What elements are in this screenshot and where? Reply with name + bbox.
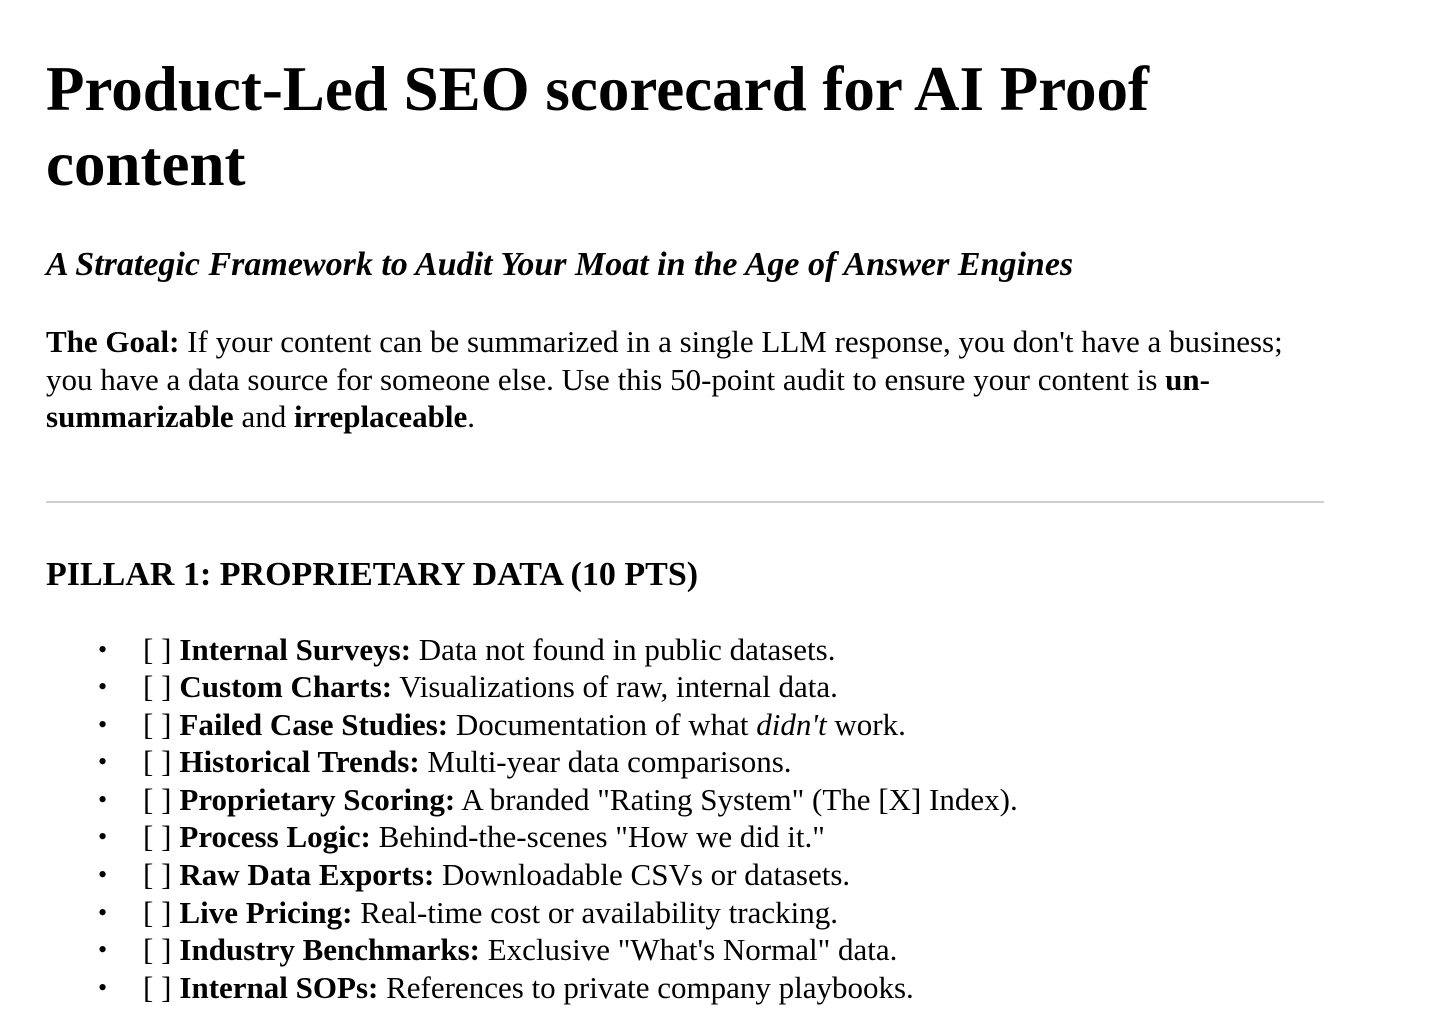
goal-paragraph — [46, 323, 1336, 436]
bullet-icon: • — [98, 784, 108, 814]
item-text: Multi-year data comparisons. — [419, 744, 792, 780]
item-label: Raw Data Exports: — [179, 857, 435, 893]
item-text: Behind-the-scenes "How we did it." — [370, 819, 825, 855]
goal-bold-unsummarizable: un-summarizable — [46, 361, 1210, 434]
pillar-1-heading: PILLAR 1: PROPRIETARY DATA (10 PTS) — [46, 555, 699, 593]
checklist-item — [46, 931, 1336, 969]
checklist-item — [46, 894, 1336, 932]
checklist-item — [46, 706, 1336, 744]
goal-text-3: . — [467, 399, 476, 434]
checkbox-placeholder: [ ] — [143, 744, 172, 780]
bullet-icon: • — [98, 709, 108, 739]
checkbox-placeholder: [ ] — [143, 969, 172, 1005]
subtitle-text: A Strategic Framework to Audit Your Moat in the Age of Answer Engines — [46, 246, 1074, 283]
checklist-item — [46, 818, 1336, 856]
item-label: Internal SOPs: — [179, 969, 379, 1005]
item-label: Industry Benchmarks: — [179, 932, 480, 968]
item-label: Proprietary Scoring: — [179, 781, 456, 817]
checkbox-placeholder: [ ] — [143, 631, 172, 667]
item-text: Data not found in public datasets. — [411, 631, 836, 667]
checkbox-placeholder: [ ] — [143, 857, 172, 893]
checklist-item — [46, 668, 1336, 706]
item-text: A branded "Rating System" (The [X] Index). — [455, 781, 1018, 817]
checkbox-placeholder: [ ] — [143, 819, 172, 855]
item-text-end: work. — [826, 706, 906, 742]
document-page — [46, 0, 1336, 1006]
checklist-item — [46, 781, 1336, 819]
bullet-icon: • — [98, 897, 108, 927]
bullet-icon: • — [98, 935, 108, 965]
bullet-icon: • — [98, 747, 108, 777]
checkbox-placeholder: [ ] — [143, 669, 172, 705]
checkbox-placeholder: [ ] — [143, 932, 172, 968]
item-text: Visualizations of raw, internal data. — [392, 669, 838, 705]
item-text: Downloadable CSVs or datasets. — [434, 857, 851, 893]
pillar-1-checklist — [46, 631, 1336, 1007]
checklist-item — [46, 969, 1336, 1007]
bullet-icon: • — [98, 972, 108, 1002]
checklist-item — [46, 743, 1336, 781]
item-label: Internal Surveys: — [179, 631, 412, 667]
checklist-item — [46, 856, 1336, 894]
section-divider — [46, 501, 1324, 503]
goal-label: The Goal: — [46, 324, 180, 359]
checkbox-placeholder: [ ] — [143, 781, 172, 817]
item-label: Failed Case Studies: — [179, 706, 449, 742]
item-text: Exclusive "What's Normal" data. — [479, 932, 898, 968]
checklist-item — [46, 631, 1336, 669]
item-emphasis: didn't — [756, 706, 827, 742]
bullet-icon: • — [98, 672, 108, 702]
checkbox-placeholder: [ ] — [143, 894, 172, 930]
goal-bold-irreplaceable: irreplaceable — [293, 399, 468, 434]
checkbox-placeholder: [ ] — [143, 706, 172, 742]
bullet-icon: • — [98, 860, 108, 890]
item-text: Real-time cost or availability tracking. — [352, 894, 838, 930]
goal-text-2: and — [233, 399, 294, 434]
document-title: Product-Led SEO scorecard for AI Proof content — [46, 54, 1149, 199]
item-label: Custom Charts: — [179, 669, 393, 705]
item-text: Documentation of what — [448, 706, 757, 742]
bullet-icon: • — [98, 634, 108, 664]
bullet-icon: • — [98, 822, 108, 852]
item-label: Historical Trends: — [179, 744, 420, 780]
item-label: Process Logic: — [179, 819, 371, 855]
document-subtitle — [46, 245, 1336, 285]
item-text: References to private company playbooks. — [378, 969, 914, 1005]
goal-text-1: If your content can be summarized in a single LLM response, you don't have a business; you have a data source for someone else. Use this 50-point audit to ensure your content is — [46, 324, 1283, 397]
item-label: Live Pricing: — [179, 894, 353, 930]
